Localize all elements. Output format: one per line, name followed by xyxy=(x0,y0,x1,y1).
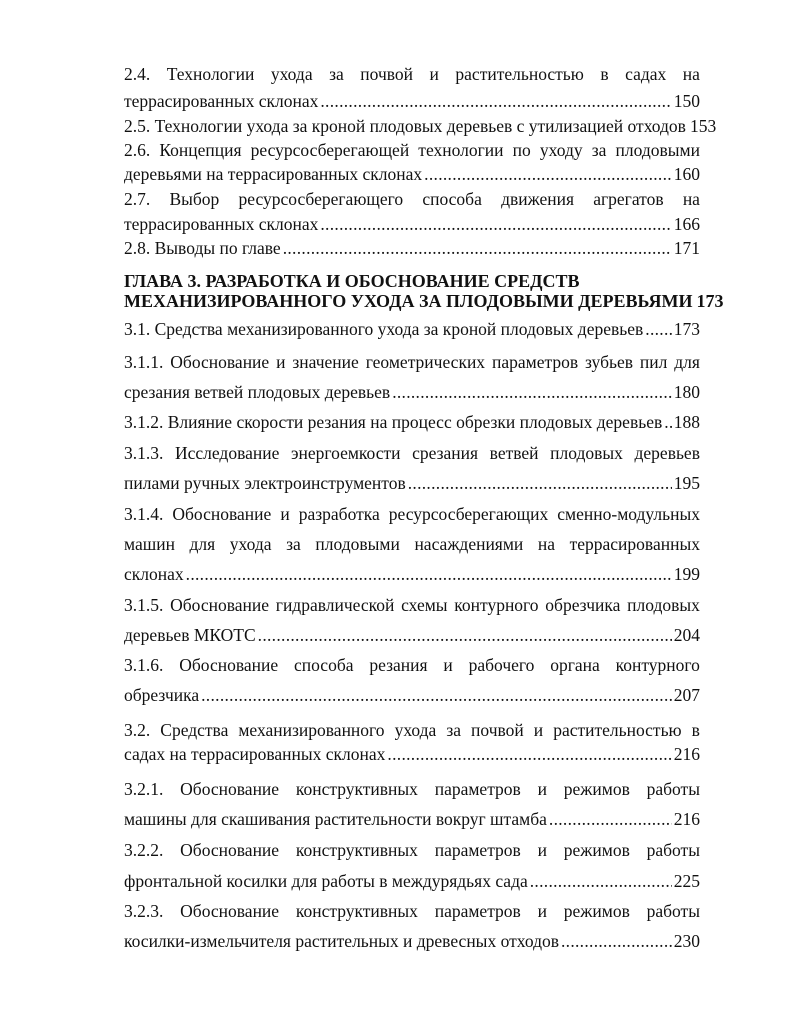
toc-entry-3-2-line1 xyxy=(124,718,700,742)
toc-word: ресурсосберегающей xyxy=(250,140,410,160)
toc-word: в xyxy=(691,720,700,740)
toc-entry-title: 2.5. Технологии ухода за кроной плодовых деревьев с утилизацией отходов xyxy=(124,116,686,136)
toc-page-number: 204 xyxy=(673,625,700,645)
toc-word: 3.1.6. xyxy=(124,655,164,675)
toc-word: Выбор xyxy=(169,189,220,209)
toc-word: и xyxy=(533,720,544,740)
toc-word: ухода xyxy=(270,64,313,84)
toc-page-number: 171 xyxy=(673,238,700,258)
toc-entry-title: пилами ручных электроинструментов xyxy=(124,473,406,493)
toc-word: 3.2.1. xyxy=(124,779,164,799)
toc-entry-3-1-3-line1 xyxy=(124,441,700,465)
toc-word: за xyxy=(446,720,462,740)
toc-word: ухода xyxy=(394,720,437,740)
toc-word: пил xyxy=(639,352,668,372)
toc-page-number: 173 xyxy=(673,319,700,339)
toc-word: агрегатов xyxy=(593,189,664,209)
toc-word: схемы xyxy=(401,595,448,615)
toc-entry-title: фронтальной косилки для работы в междурядьях сада xyxy=(124,871,528,891)
toc-page-number: 199 xyxy=(673,564,700,584)
toc-word: работы xyxy=(646,840,700,860)
toc-entry-2-4-line1 xyxy=(124,62,700,86)
toc-word: в xyxy=(600,64,609,84)
toc-word: и xyxy=(537,840,547,860)
toc-word: для xyxy=(674,352,700,372)
toc-word: деревьев xyxy=(634,443,700,463)
toc-word: способа xyxy=(293,655,354,675)
toc-entry-3-2-2-line1 xyxy=(124,838,700,862)
toc-entry-3-1-5-line1 xyxy=(124,593,700,617)
toc-entry-2-4-line2 xyxy=(124,89,700,113)
toc-word: резания xyxy=(369,655,428,675)
toc-word: параметров xyxy=(491,352,579,372)
toc-word: Обоснование xyxy=(180,840,280,860)
toc-entry-title: деревьев МКОТС xyxy=(124,625,256,645)
toc-entry-3-1 xyxy=(124,317,700,341)
toc-entry-3-1-3-line2 xyxy=(124,471,700,495)
toc-word: растительностью xyxy=(553,720,682,740)
toc-word: за xyxy=(286,534,301,554)
toc-word: и xyxy=(280,504,290,524)
toc-word: Исследование xyxy=(174,443,280,463)
toc-word: насаждениями xyxy=(414,534,524,554)
toc-entry-2-7-line2 xyxy=(124,212,700,236)
toc-word: на xyxy=(682,64,700,84)
toc-entry-title: 3.1. Средства механизированного ухода за кроной плодовых деревьев xyxy=(124,319,644,339)
toc-word: садах xyxy=(625,64,667,84)
toc-word: 2.4. xyxy=(124,64,151,84)
toc-entry-3-2-1-line2 xyxy=(124,807,700,831)
toc-word: и xyxy=(537,779,547,799)
toc-page-number: 160 xyxy=(673,164,700,184)
toc-word: на xyxy=(537,534,556,554)
toc-entry-title: срезания ветвей плодовых деревьев xyxy=(124,382,391,402)
toc-word: Обоснование xyxy=(179,655,279,675)
toc-word: ухода xyxy=(229,534,272,554)
toc-word: режимов xyxy=(563,779,630,799)
toc-entry-2-8 xyxy=(124,236,700,260)
toc-entry-3-2-1-line1 xyxy=(124,777,700,801)
toc-word: почвой xyxy=(471,720,524,740)
toc-entry-3-1-1-line1 xyxy=(124,350,700,374)
toc-entry-2-6-line1 xyxy=(124,138,700,162)
toc-word: режимов xyxy=(563,840,630,860)
toc-word: геометрических xyxy=(365,352,486,372)
toc-entry-title: террасированных склонах xyxy=(124,91,319,111)
toc-entry-2-7-line1 xyxy=(124,187,700,211)
toc-word: 3.1.3. xyxy=(124,443,164,463)
toc-word: органа xyxy=(550,655,600,675)
toc-word: ресурсосберегающего xyxy=(238,189,404,209)
toc-entry-3-1-5-line2 xyxy=(124,623,700,647)
toc-entry-title: обрезчика xyxy=(124,685,200,705)
toc-entry-title: деревьями на террасированных склонах xyxy=(124,164,423,184)
toc-word: 3.2. xyxy=(124,720,151,740)
toc-word: контурного xyxy=(454,595,539,615)
toc-word: плодовыми xyxy=(315,534,400,554)
toc-word: конструктивных xyxy=(295,840,418,860)
toc-word: конструктивных xyxy=(295,779,418,799)
toc-entry-2-5 xyxy=(124,114,717,138)
toc-page-number: 153 xyxy=(689,116,717,136)
toc-entry-title: косилки-измельчителя растительных и древесных отходов xyxy=(124,931,559,951)
toc-word: для xyxy=(189,534,216,554)
toc-page-number: 166 xyxy=(673,214,700,234)
toc-word: Обоснование xyxy=(170,595,270,615)
toc-word: обрезчика xyxy=(545,595,621,615)
toc-page-number: 230 xyxy=(673,931,700,951)
toc-page-number: 188 xyxy=(673,412,700,432)
toc-entry-title: склонах xyxy=(124,564,184,584)
toc-word: зубьев xyxy=(585,352,633,372)
toc-word: 3.2.2. xyxy=(124,840,164,860)
toc-word: машин xyxy=(124,534,175,554)
toc-word: Технологии xyxy=(166,64,255,84)
toc-word: параметров xyxy=(434,901,521,921)
toc-entry-3-1-4-line1 xyxy=(124,502,700,526)
toc-word: гидравлической xyxy=(275,595,395,615)
toc-entry-3-1-4-line2 xyxy=(124,532,700,556)
toc-word: Обоснование xyxy=(180,901,280,921)
toc-word: почвой xyxy=(360,64,414,84)
toc-entry-3-2-3-line1 xyxy=(124,899,700,923)
toc-word: уходу xyxy=(539,140,583,160)
toc-word: Обоснование xyxy=(170,352,270,372)
toc-page-number: 225 xyxy=(673,871,700,891)
toc-word: параметров xyxy=(434,779,521,799)
toc-word: значение xyxy=(292,352,359,372)
chapter-3-title-line2 xyxy=(124,289,724,313)
toc-page-number: 216 xyxy=(673,809,700,829)
toc-word: ресурсосберегающих xyxy=(388,504,549,524)
toc-word: ветвей xyxy=(489,443,539,463)
toc-word: 2.7. xyxy=(124,189,151,209)
toc-word: Концепция xyxy=(159,140,242,160)
toc-entry-3-1-1-line2 xyxy=(124,380,700,404)
toc-word: по xyxy=(512,140,531,160)
toc-word: параметров xyxy=(434,840,521,860)
toc-entry-3-1-6-line2 xyxy=(124,683,700,707)
toc-word: контурного xyxy=(615,655,700,675)
chapter-3-title-line1: ГЛАВА 3. РАЗРАБОТКА И ОБОСНОВАНИЕ СРЕДСТВ xyxy=(124,271,580,291)
toc-word: плодовыми xyxy=(615,140,700,160)
toc-page-number: 150 xyxy=(673,91,700,111)
toc-word: энергоемкости xyxy=(290,443,401,463)
toc-word: террасированных xyxy=(569,534,700,554)
toc-entry-title: садах на террасированных склонах xyxy=(124,744,386,764)
toc-word: растительностью xyxy=(455,64,584,84)
toc-page-number: 195 xyxy=(673,473,700,493)
toc-word: плодовых xyxy=(627,595,700,615)
toc-word: механизированного xyxy=(238,720,385,740)
toc-word: 3.1.1. xyxy=(124,352,164,372)
toc-entry-title: машины для скашивания растительности вокруг штамба xyxy=(124,809,547,829)
toc-word: Обоснование xyxy=(180,779,280,799)
toc-word: за xyxy=(591,140,607,160)
toc-page-number: 207 xyxy=(673,685,700,705)
toc-word: способа xyxy=(422,189,482,209)
toc-word: 3.2.3. xyxy=(124,901,164,921)
toc-word: Обоснование xyxy=(172,504,272,524)
toc-word: рабочего xyxy=(468,655,535,675)
toc-word: сменно-модульных xyxy=(557,504,700,524)
toc-entry-3-2-2-line2 xyxy=(124,869,700,893)
toc-entry-title: 2.8. Выводы по главе xyxy=(124,238,281,258)
toc-entry-3-1-6-line1 xyxy=(124,653,700,677)
toc-word: режимов xyxy=(563,901,630,921)
toc-word: срезания xyxy=(412,443,479,463)
toc-entry-title: МЕХАНИЗИРОВАННОГО УХОДА ЗА ПЛОДОВЫМИ ДЕРЕВЬЯМИ xyxy=(124,291,693,311)
toc-word: работы xyxy=(646,779,700,799)
toc-word: 3.1.5. xyxy=(124,595,164,615)
toc-entry-title: террасированных склонах xyxy=(124,214,319,234)
toc-word: и xyxy=(537,901,547,921)
toc-word: технологии xyxy=(418,140,504,160)
toc-word: работы xyxy=(646,901,700,921)
toc-entry-2-6-line2 xyxy=(124,162,700,186)
toc-word: движения xyxy=(501,189,575,209)
toc-word: разработка xyxy=(298,504,380,524)
toc-word: за xyxy=(329,64,344,84)
toc-word: Средства xyxy=(160,720,229,740)
toc-word: 3.1.4. xyxy=(124,504,164,524)
toc-word: на xyxy=(682,189,700,209)
toc-word: и xyxy=(276,352,286,372)
toc-entry-title: 3.1.2. Влияние скорости резания на процесс обрезки плодовых деревьев xyxy=(124,412,663,432)
toc-page-number: 180 xyxy=(673,382,700,402)
toc-word: плодовых xyxy=(550,443,623,463)
toc-word: 2.6. xyxy=(124,140,151,160)
toc-page-number: 216 xyxy=(673,744,700,764)
toc-entry-3-2-line2 xyxy=(124,742,700,766)
toc-entry-3-2-3-line2 xyxy=(124,929,700,953)
toc-entry-3-1-4-line3 xyxy=(124,562,700,586)
toc-word: конструктивных xyxy=(295,901,418,921)
toc-page-number: 173 xyxy=(696,291,724,311)
toc-entry-3-1-2 xyxy=(124,410,700,434)
toc-word: и xyxy=(443,655,453,675)
toc-word: и xyxy=(429,64,439,84)
